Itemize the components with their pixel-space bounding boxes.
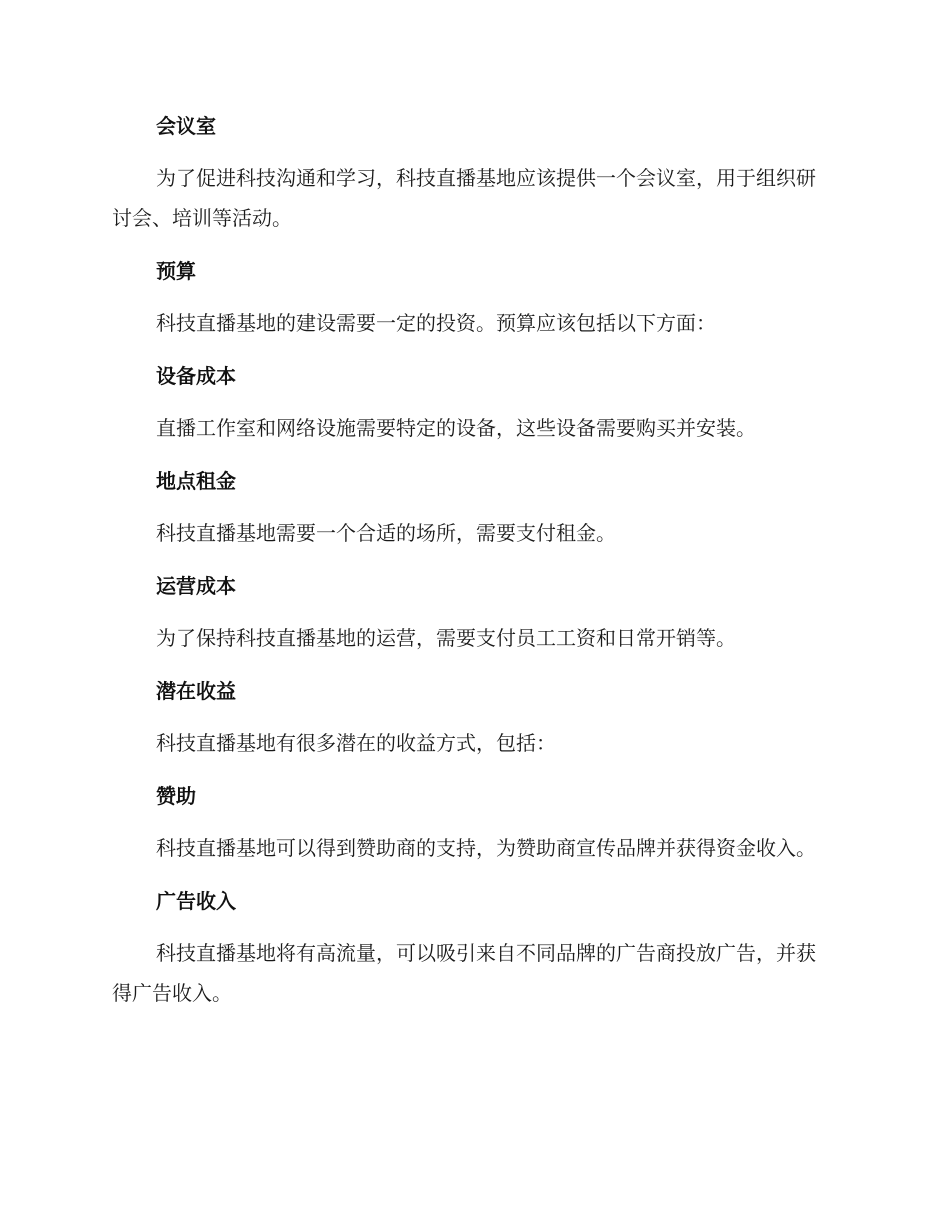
- section-paragraph: 直播工作室和网络设施需要特定的设备，这些设备需要购买并安装。: [156, 416, 756, 440]
- section-paragraph: 科技直播基地将有高流量，可以吸引来自不同品牌的广告商投放广告，并获得广告收入。: [112, 941, 816, 1005]
- section-heading: 设备成本: [156, 364, 236, 388]
- section-paragraph: 科技直播基地需要一个合适的场所，需要支付租金。: [156, 521, 616, 545]
- section-paragraph: 科技直播基地可以得到赞助商的支持，为赞助商宣传品牌并获得资金收入。: [156, 836, 816, 860]
- section-heading: 会议室: [156, 114, 216, 138]
- section-heading: 潜在收益: [156, 679, 236, 703]
- section-heading: 广告收入: [156, 889, 236, 913]
- section-sponsorship: [112, 776, 832, 868]
- section-ad-revenue: [112, 881, 832, 1013]
- section-heading: 赞助: [156, 784, 196, 808]
- section-venue-rent: [112, 461, 832, 553]
- section-paragraph: 为了保持科技直播基地的运营，需要支付员工工资和日常开销等。: [156, 626, 736, 650]
- section-meeting-room: [112, 106, 832, 238]
- document-body: [112, 106, 832, 1026]
- section-potential-revenue: [112, 671, 832, 763]
- section-paragraph: 为了促进科技沟通和学习，科技直播基地应该提供一个会议室，用于组织研讨会、培训等活动。: [112, 166, 816, 230]
- section-heading: 运营成本: [156, 574, 236, 598]
- section-heading: 预算: [156, 259, 196, 283]
- section-operating-cost: [112, 566, 832, 658]
- section-budget: [112, 251, 832, 343]
- section-paragraph: 科技直播基地的建设需要一定的投资。预算应该包括以下方面：: [156, 311, 716, 335]
- section-paragraph: 科技直播基地有很多潜在的收益方式，包括：: [156, 731, 556, 755]
- section-equipment-cost: [112, 356, 832, 448]
- section-heading: 地点租金: [156, 469, 236, 493]
